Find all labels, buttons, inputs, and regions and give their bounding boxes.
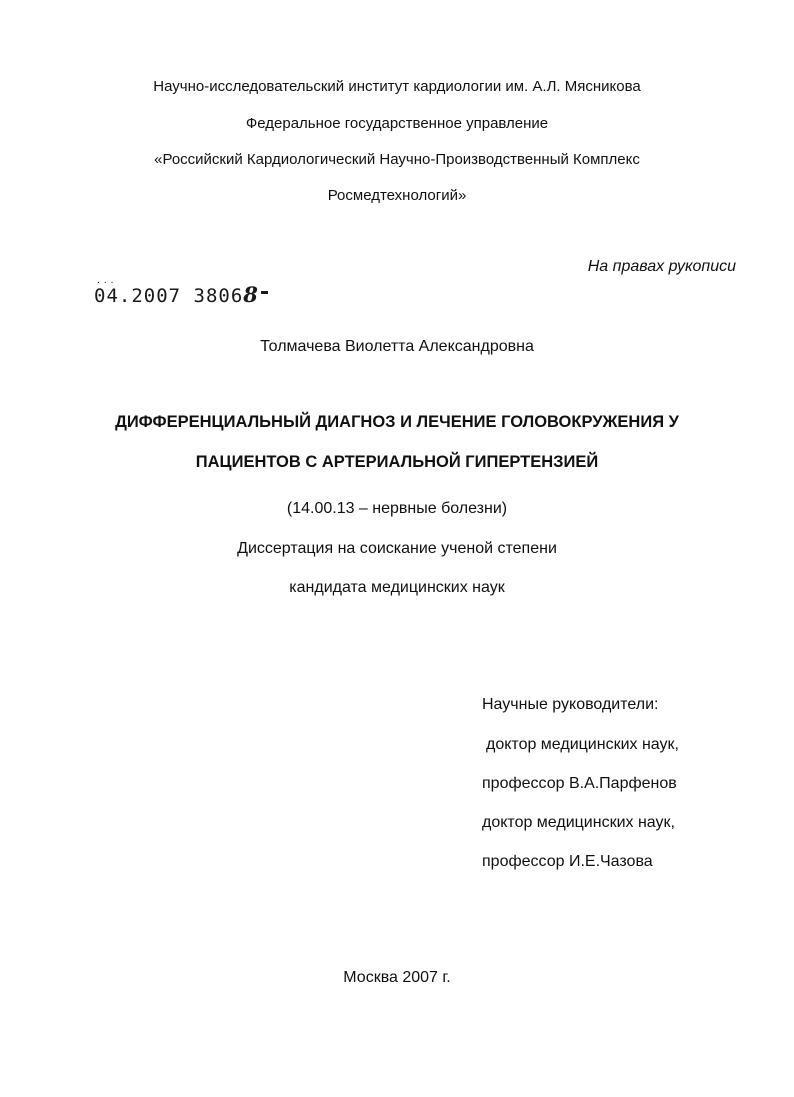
agency-name: Федеральное государственное управление: [245, 115, 549, 132]
degree-line-1: Диссертация на соискание ученой степени: [237, 540, 557, 557]
rights-note: На правах рукописи: [587, 258, 736, 275]
institute-name: Научно-исследовательский институт кардиологии им. А.Л. Мясникова: [153, 78, 641, 95]
supervisor-line: доктор медицинских наук,: [486, 736, 679, 753]
specialty-code: (14.00.13 – нервные болезни): [286, 500, 508, 517]
supervisor-line: доктор медицинских наук,: [482, 814, 675, 831]
author-name: Толмачева Виолетта Александровна: [260, 338, 534, 355]
supervisor-line: профессор И.Е.Чазова: [482, 853, 653, 870]
thesis-title-line-1: ДИФФЕРЕНЦИАЛЬНЫЙ ДИАГНОЗ И ЛЕЧЕНИЕ ГОЛОВОКРУЖЕНИЯ У: [115, 413, 679, 431]
thesis-title-line-2: ПАЦИЕНТОВ С АРТЕРИАЛЬНОЙ ГИПЕРТЕНЗИЕЙ: [195, 453, 599, 471]
registration-stamp: [94, 276, 268, 308]
supervisor-line: профессор В.А.Парфенов: [482, 775, 677, 792]
stamp-dash: [261, 291, 268, 294]
stamp-number: 04.2007 3806: [94, 285, 244, 307]
rosmed-name: Росмедтехнологий»: [327, 187, 467, 204]
degree-line-2: кандидата медицинских наук: [289, 579, 505, 596]
city-year: Москва 2007 г.: [343, 969, 451, 986]
stamp-dots: ...: [96, 276, 117, 285]
supervisors-heading: Научные руководители:: [482, 696, 659, 713]
complex-name: «Российский Кардиологический Научно-Производственный Комплекс: [154, 151, 640, 168]
stamp-handwritten-digit: 8: [243, 282, 258, 307]
